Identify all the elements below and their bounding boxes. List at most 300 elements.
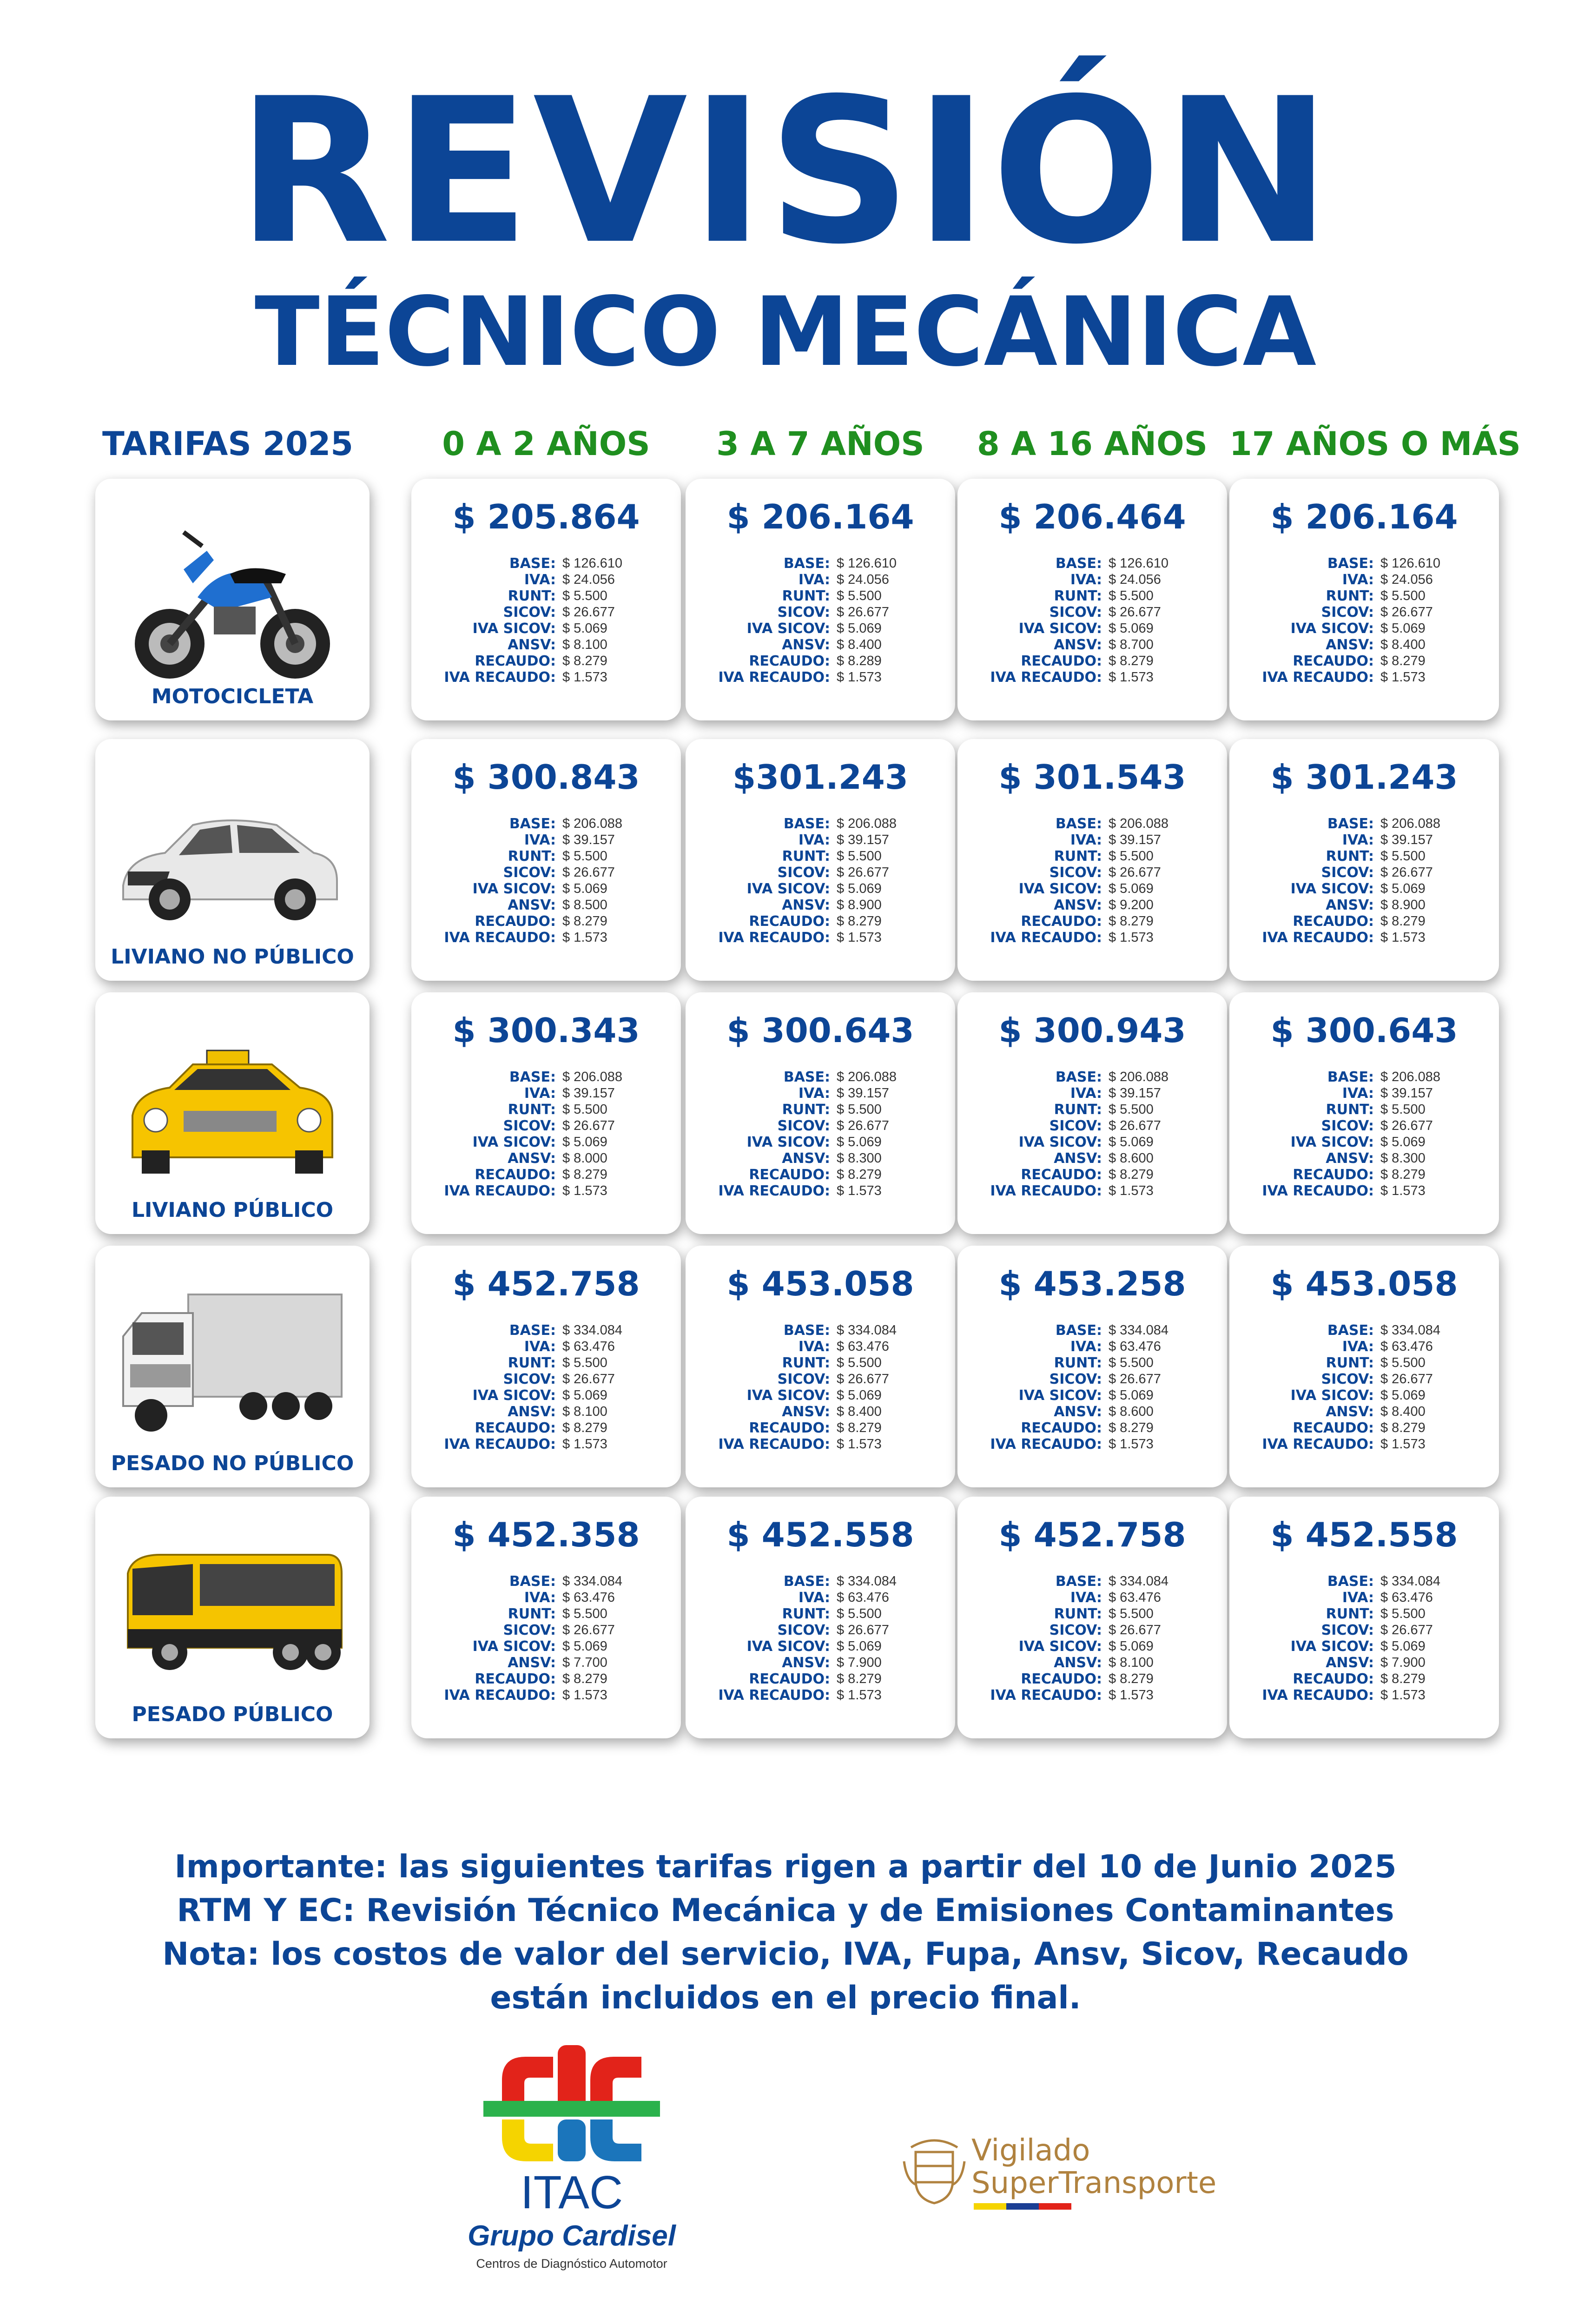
breakdown-row [411, 1150, 681, 1167]
breakdown-value: $ 1.573 [1380, 1437, 1426, 1452]
price-breakdown [1229, 816, 1499, 946]
breakdown-value: $ 1.573 [562, 930, 607, 945]
breakdown-label: SICOV: [1321, 1371, 1374, 1387]
breakdown-row [411, 1085, 681, 1102]
breakdown-value: $ 5.500 [1380, 1355, 1426, 1370]
breakdown-value: $ 5.069 [837, 621, 882, 636]
price-card [1229, 992, 1499, 1234]
breakdown-label: IVA: [524, 832, 556, 848]
breakdown-value: $ 5.500 [1380, 1102, 1426, 1117]
breakdown-value: $ 8.279 [1109, 1671, 1154, 1686]
breakdown-row [1229, 1420, 1499, 1436]
vehicle-name: LIVIANO PÚBLICO [131, 1198, 334, 1222]
breakdown-value: $ 26.677 [1380, 865, 1433, 880]
breakdown-value: $ 1.573 [1380, 1183, 1426, 1198]
breakdown-label: BASE: [783, 555, 830, 572]
breakdown-row [411, 1069, 681, 1085]
breakdown-value: $ 5.069 [1109, 1639, 1154, 1654]
breakdown-value: $ 24.056 [837, 572, 889, 587]
breakdown-row [686, 1638, 955, 1655]
breakdown-value: $ 5.069 [1109, 881, 1154, 896]
breakdown-label: IVA RECAUDO: [990, 1183, 1102, 1199]
breakdown-value: $ 1.573 [1380, 670, 1426, 685]
breakdown-label: IVA RECAUDO: [444, 930, 556, 946]
breakdown-row [686, 913, 955, 930]
breakdown-label: SICOV: [1321, 604, 1374, 621]
breakdown-row [957, 816, 1227, 832]
sedan-car-icon [114, 767, 346, 939]
breakdown-label: IVA RECAUDO: [1262, 1436, 1374, 1452]
breakdown-row [411, 1671, 681, 1687]
breakdown-value: $ 8.400 [1380, 1404, 1426, 1419]
breakdown-label: IVA SICOV: [472, 1638, 556, 1655]
price-total: $ 300.343 [452, 1011, 640, 1050]
breakdown-value: $ 206.088 [1109, 1070, 1169, 1084]
column-header-age-2: 8 A 16 AÑOS [977, 425, 1208, 463]
price-card [686, 479, 955, 720]
breakdown-label: IVA SICOV: [1290, 1638, 1374, 1655]
breakdown-value: $ 8.279 [1109, 1167, 1154, 1182]
breakdown-row [957, 1573, 1227, 1590]
breakdown-value: $ 39.157 [1380, 1086, 1433, 1101]
breakdown-row [411, 604, 681, 621]
breakdown-row [1229, 1573, 1499, 1590]
breakdown-row [411, 930, 681, 946]
breakdown-row [1229, 881, 1499, 897]
breakdown-row [957, 865, 1227, 881]
column-header-age-3: 17 AÑOS O MÁS [1229, 425, 1521, 463]
price-total: $ 301.543 [998, 758, 1186, 797]
breakdown-value: $ 26.677 [562, 605, 615, 620]
breakdown-label: IVA: [524, 1339, 556, 1355]
breakdown-label: ANSV: [1054, 897, 1102, 913]
breakdown-value: $ 63.476 [1109, 1339, 1161, 1354]
vehicle-card [95, 739, 370, 981]
breakdown-row [1229, 930, 1499, 946]
breakdown-row [957, 669, 1227, 686]
breakdown-value: $ 8.279 [562, 914, 607, 929]
price-card [1229, 1497, 1499, 1738]
breakdown-label: RECAUDO: [1293, 1420, 1374, 1436]
breakdown-label: RECAUDO: [749, 1167, 830, 1183]
price-breakdown [686, 1322, 955, 1452]
breakdown-value: $ 24.056 [1380, 572, 1433, 587]
breakdown-value: $ 334.084 [1109, 1574, 1169, 1589]
breakdown-row [686, 1404, 955, 1420]
breakdown-value: $ 5.069 [1109, 1135, 1154, 1149]
breakdown-row [411, 848, 681, 865]
breakdown-row [957, 881, 1227, 897]
breakdown-value: $ 24.056 [562, 572, 615, 587]
breakdown-row [957, 832, 1227, 848]
breakdown-value: $ 1.573 [1380, 930, 1426, 945]
price-card [957, 479, 1227, 720]
breakdown-value: $ 63.476 [1380, 1590, 1433, 1605]
breakdown-row [1229, 1118, 1499, 1134]
breakdown-row [1229, 1355, 1499, 1371]
breakdown-row [1229, 1339, 1499, 1355]
notes-block [0, 1845, 1571, 2020]
breakdown-label: BASE: [1055, 1322, 1102, 1339]
breakdown-row [411, 572, 681, 588]
breakdown-row [686, 653, 955, 669]
breakdown-row [686, 1167, 955, 1183]
breakdown-value: $ 334.084 [837, 1574, 897, 1589]
breakdown-value: $ 8.279 [1380, 654, 1426, 668]
breakdown-row [686, 1436, 955, 1452]
breakdown-value: $ 8.279 [1380, 1420, 1426, 1435]
price-card [1229, 739, 1499, 981]
breakdown-row [411, 1355, 681, 1371]
price-card [411, 992, 681, 1234]
breakdown-value: $ 8.279 [1109, 914, 1154, 929]
breakdown-value: $ 206.088 [837, 1070, 897, 1084]
breakdown-value: $ 5.500 [1109, 1606, 1154, 1621]
breakdown-value: $ 5.500 [562, 1355, 607, 1370]
breakdown-row [686, 1371, 955, 1387]
breakdown-row [686, 897, 955, 913]
breakdown-value: $ 1.573 [837, 930, 882, 945]
breakdown-value: $ 5.500 [562, 588, 607, 603]
breakdown-label: IVA RECAUDO: [1262, 1183, 1374, 1199]
breakdown-label: RECAUDO: [749, 1420, 830, 1436]
breakdown-row [957, 1167, 1227, 1183]
breakdown-row [1229, 1436, 1499, 1452]
breakdown-label: IVA: [1342, 572, 1374, 588]
breakdown-label: RECAUDO: [475, 1420, 556, 1436]
breakdown-row [957, 637, 1227, 653]
price-card [1229, 1246, 1499, 1487]
breakdown-row [411, 865, 681, 881]
breakdown-label: IVA SICOV: [472, 881, 556, 897]
price-card [411, 479, 681, 720]
breakdown-value: $ 5.069 [837, 881, 882, 896]
breakdown-value: $ 7.900 [1380, 1655, 1426, 1670]
breakdown-label: IVA: [1342, 832, 1374, 848]
breakdown-value: $ 5.069 [837, 1639, 882, 1654]
breakdown-label: ANSV: [1326, 897, 1374, 913]
breakdown-label: BASE: [1055, 555, 1102, 572]
breakdown-row [411, 1573, 681, 1590]
breakdown-row [1229, 1638, 1499, 1655]
breakdown-label: BASE: [1055, 1069, 1102, 1085]
breakdown-value: $ 39.157 [562, 1086, 615, 1101]
breakdown-row [411, 816, 681, 832]
breakdown-row [1229, 1404, 1499, 1420]
breakdown-label: ANSV: [1326, 637, 1374, 653]
breakdown-row [686, 1590, 955, 1606]
breakdown-value: $ 8.400 [1380, 637, 1426, 652]
breakdown-value: $ 5.500 [1109, 849, 1154, 864]
breakdown-row [957, 1085, 1227, 1102]
breakdown-label: RECAUDO: [1293, 1671, 1374, 1687]
breakdown-label: IVA: [798, 572, 830, 588]
breakdown-label: SICOV: [1049, 604, 1102, 621]
breakdown-label: RUNT: [1054, 1102, 1102, 1118]
price-breakdown [686, 1069, 955, 1199]
breakdown-row [686, 1183, 955, 1199]
breakdown-row [957, 1436, 1227, 1452]
breakdown-label: BASE: [509, 555, 556, 572]
breakdown-label: IVA: [798, 1339, 830, 1355]
breakdown-label: BASE: [1327, 1573, 1374, 1590]
breakdown-label: IVA: [1070, 1590, 1102, 1606]
breakdown-label: RUNT: [1326, 1355, 1374, 1371]
breakdown-row [686, 848, 955, 865]
breakdown-value: $ 26.677 [837, 605, 889, 620]
price-card [957, 1497, 1227, 1738]
breakdown-label: ANSV: [782, 1404, 830, 1420]
vigilado-label: Vigilado [971, 2133, 1090, 2168]
breakdown-value: $ 26.677 [1109, 1372, 1161, 1386]
breakdown-row [686, 1573, 955, 1590]
breakdown-label: IVA RECAUDO: [444, 669, 556, 686]
price-total: $ 300.643 [726, 1011, 914, 1050]
breakdown-row [686, 930, 955, 946]
breakdown-row [957, 1322, 1227, 1339]
breakdown-label: IVA: [1342, 1339, 1374, 1355]
breakdown-row [1229, 1167, 1499, 1183]
breakdown-value: $ 26.677 [1109, 865, 1161, 880]
breakdown-row [1229, 1102, 1499, 1118]
breakdown-row [957, 930, 1227, 946]
breakdown-value: $ 5.500 [1380, 1606, 1426, 1621]
breakdown-value: $ 26.677 [1109, 1623, 1161, 1637]
breakdown-row [411, 1420, 681, 1436]
breakdown-label: RUNT: [1054, 1355, 1102, 1371]
breakdown-label: IVA SICOV: [1018, 1387, 1102, 1404]
breakdown-value: $ 5.069 [1109, 621, 1154, 636]
breakdown-row [686, 1355, 955, 1371]
breakdown-value: $ 5.069 [837, 1135, 882, 1149]
breakdown-value: $ 1.573 [837, 1183, 882, 1198]
column-header-tarifas: TARIFAS 2025 [102, 425, 353, 463]
breakdown-row [411, 1606, 681, 1622]
breakdown-row [1229, 832, 1499, 848]
breakdown-label: RUNT: [508, 1102, 556, 1118]
breakdown-label: IVA SICOV: [1290, 1134, 1374, 1150]
breakdown-value: $ 24.056 [1109, 572, 1161, 587]
breakdown-value: $ 5.500 [1109, 1355, 1154, 1370]
breakdown-label: RECAUDO: [749, 1671, 830, 1687]
breakdown-value: $ 334.084 [1380, 1323, 1441, 1338]
breakdown-label: SICOV: [1321, 865, 1374, 881]
breakdown-row [686, 1420, 955, 1436]
price-total: $ 452.558 [726, 1515, 914, 1554]
breakdown-value: $ 8.600 [1109, 1404, 1154, 1419]
breakdown-label: RUNT: [508, 588, 556, 604]
breakdown-value: $ 8.300 [837, 1151, 882, 1166]
breakdown-value: $ 1.573 [1380, 1688, 1426, 1703]
breakdown-row [411, 637, 681, 653]
breakdown-value: $ 39.157 [837, 832, 889, 847]
breakdown-value: $ 26.677 [562, 1623, 615, 1637]
itac-group: Grupo Cardisel [468, 2220, 676, 2252]
breakdown-value: $ 8.279 [837, 1671, 882, 1686]
breakdown-row [1229, 865, 1499, 881]
breakdown-label: ANSV: [782, 1655, 830, 1671]
breakdown-label: RECAUDO: [1293, 653, 1374, 669]
motorcycle-icon [114, 507, 346, 679]
column-header-age-1: 3 A 7 AÑOS [716, 425, 924, 463]
breakdown-row [411, 1687, 681, 1703]
price-total: $ 205.864 [452, 497, 640, 536]
breakdown-label: BASE: [783, 1069, 830, 1085]
breakdown-label: BASE: [783, 816, 830, 832]
breakdown-value: $ 334.084 [837, 1323, 897, 1338]
breakdown-row [686, 1150, 955, 1167]
breakdown-value: $ 26.677 [1380, 605, 1433, 620]
breakdown-value: $ 8.400 [837, 637, 882, 652]
breakdown-value: $ 63.476 [1380, 1339, 1433, 1354]
breakdown-value: $ 5.069 [1380, 621, 1426, 636]
breakdown-value: $ 8.279 [562, 1420, 607, 1435]
breakdown-row [686, 881, 955, 897]
breakdown-label: ANSV: [1054, 1150, 1102, 1167]
breakdown-label: IVA: [1342, 1085, 1374, 1102]
breakdown-value: $ 5.500 [1380, 588, 1426, 603]
breakdown-row [957, 1687, 1227, 1703]
breakdown-value: $ 5.500 [837, 588, 882, 603]
breakdown-row [957, 1102, 1227, 1118]
breakdown-label: IVA RECAUDO: [718, 669, 830, 686]
breakdown-row [1229, 1371, 1499, 1387]
breakdown-row [686, 1322, 955, 1339]
breakdown-row [686, 865, 955, 881]
breakdown-label: BASE: [1055, 816, 1102, 832]
breakdown-label: BASE: [1327, 1069, 1374, 1085]
breakdown-label: RECAUDO: [1021, 1167, 1102, 1183]
breakdown-label: SICOV: [777, 1622, 830, 1638]
breakdown-value: $ 8.279 [1380, 1167, 1426, 1182]
breakdown-label: RECAUDO: [749, 653, 830, 669]
breakdown-label: RUNT: [508, 848, 556, 865]
breakdown-row [1229, 1069, 1499, 1085]
price-breakdown [957, 1069, 1227, 1199]
breakdown-row [957, 572, 1227, 588]
breakdown-row [1229, 1590, 1499, 1606]
breakdown-row [957, 621, 1227, 637]
breakdown-label: SICOV: [503, 1622, 556, 1638]
breakdown-value: $ 39.157 [1109, 832, 1161, 847]
breakdown-value: $ 5.069 [1380, 1388, 1426, 1403]
price-breakdown [411, 1322, 681, 1452]
breakdown-label: ANSV: [1054, 637, 1102, 653]
breakdown-value: $ 1.573 [837, 1437, 882, 1452]
breakdown-label: RECAUDO: [475, 1671, 556, 1687]
breakdown-row [1229, 913, 1499, 930]
breakdown-value: $ 8.100 [1109, 1655, 1154, 1670]
breakdown-value: $ 39.157 [1380, 832, 1433, 847]
breakdown-label: RUNT: [1054, 588, 1102, 604]
breakdown-value: $ 8.279 [562, 1671, 607, 1686]
breakdown-value: $ 9.200 [1109, 898, 1154, 912]
breakdown-value: $ 26.677 [1109, 605, 1161, 620]
breakdown-row [411, 897, 681, 913]
breakdown-row [1229, 1687, 1499, 1703]
breakdown-value: $ 8.279 [837, 1167, 882, 1182]
price-total: $ 300.943 [998, 1011, 1186, 1050]
breakdown-row [1229, 1655, 1499, 1671]
price-breakdown [1229, 1573, 1499, 1703]
breakdown-value: $ 63.476 [1109, 1590, 1161, 1605]
breakdown-row [411, 1622, 681, 1638]
breakdown-row [411, 1167, 681, 1183]
breakdown-row [1229, 848, 1499, 865]
breakdown-row [411, 555, 681, 572]
breakdown-row [1229, 816, 1499, 832]
breakdown-value: $ 1.573 [837, 670, 882, 685]
breakdown-value: $ 8.279 [562, 654, 607, 668]
breakdown-value: $ 26.677 [562, 865, 615, 880]
breakdown-label: IVA RECAUDO: [444, 1183, 556, 1199]
breakdown-value: $ 5.069 [562, 1388, 607, 1403]
breakdown-value: $ 206.088 [1109, 816, 1169, 831]
price-card [957, 992, 1227, 1234]
breakdown-row [686, 816, 955, 832]
breakdown-label: RECAUDO: [1021, 1420, 1102, 1436]
breakdown-value: $ 26.677 [1380, 1372, 1433, 1386]
breakdown-label: IVA SICOV: [472, 621, 556, 637]
breakdown-label: RUNT: [782, 1355, 830, 1371]
price-total: $ 301.243 [1270, 758, 1458, 797]
breakdown-row [411, 621, 681, 637]
breakdown-value: $ 5.500 [837, 1102, 882, 1117]
breakdown-row [1229, 604, 1499, 621]
breakdown-row [1229, 1387, 1499, 1404]
breakdown-row [411, 1655, 681, 1671]
breakdown-value: $ 8.100 [562, 1404, 607, 1419]
breakdown-label: RUNT: [1326, 1102, 1374, 1118]
breakdown-value: $ 63.476 [562, 1590, 615, 1605]
breakdown-label: IVA: [1070, 832, 1102, 848]
breakdown-label: IVA: [1342, 1590, 1374, 1606]
breakdown-value: $ 8.289 [837, 654, 882, 668]
breakdown-label: RUNT: [1054, 848, 1102, 865]
breakdown-value: $ 334.084 [562, 1574, 623, 1589]
price-total: $ 452.558 [1270, 1515, 1458, 1554]
breakdown-row [686, 832, 955, 848]
price-total: $ 452.758 [998, 1515, 1186, 1554]
breakdown-value: $ 1.573 [1109, 1183, 1154, 1198]
breakdown-row [957, 1655, 1227, 1671]
breakdown-label: SICOV: [777, 1118, 830, 1134]
breakdown-row [1229, 621, 1499, 637]
breakdown-row [1229, 1134, 1499, 1150]
breakdown-value: $ 5.069 [562, 621, 607, 636]
breakdown-value: $ 126.610 [1109, 556, 1169, 571]
breakdown-row [411, 653, 681, 669]
breakdown-value: $ 5.069 [562, 1135, 607, 1149]
breakdown-label: SICOV: [1049, 1622, 1102, 1638]
breakdown-row [1229, 1622, 1499, 1638]
breakdown-value: $ 26.677 [1380, 1118, 1433, 1133]
breakdown-label: RUNT: [508, 1606, 556, 1622]
breakdown-value: $ 8.279 [837, 914, 882, 929]
column-header-age-0: 0 A 2 AÑOS [442, 425, 650, 463]
price-breakdown [957, 1322, 1227, 1452]
breakdown-row [411, 1387, 681, 1404]
breakdown-label: IVA RECAUDO: [718, 1436, 830, 1452]
price-card [957, 1246, 1227, 1487]
price-breakdown [686, 555, 955, 686]
breakdown-row [957, 1606, 1227, 1622]
breakdown-value: $ 26.677 [562, 1372, 615, 1386]
breakdown-row [686, 1387, 955, 1404]
breakdown-label: IVA SICOV: [746, 1387, 830, 1404]
breakdown-label: IVA: [798, 832, 830, 848]
breakdown-label: IVA RECAUDO: [1262, 930, 1374, 946]
